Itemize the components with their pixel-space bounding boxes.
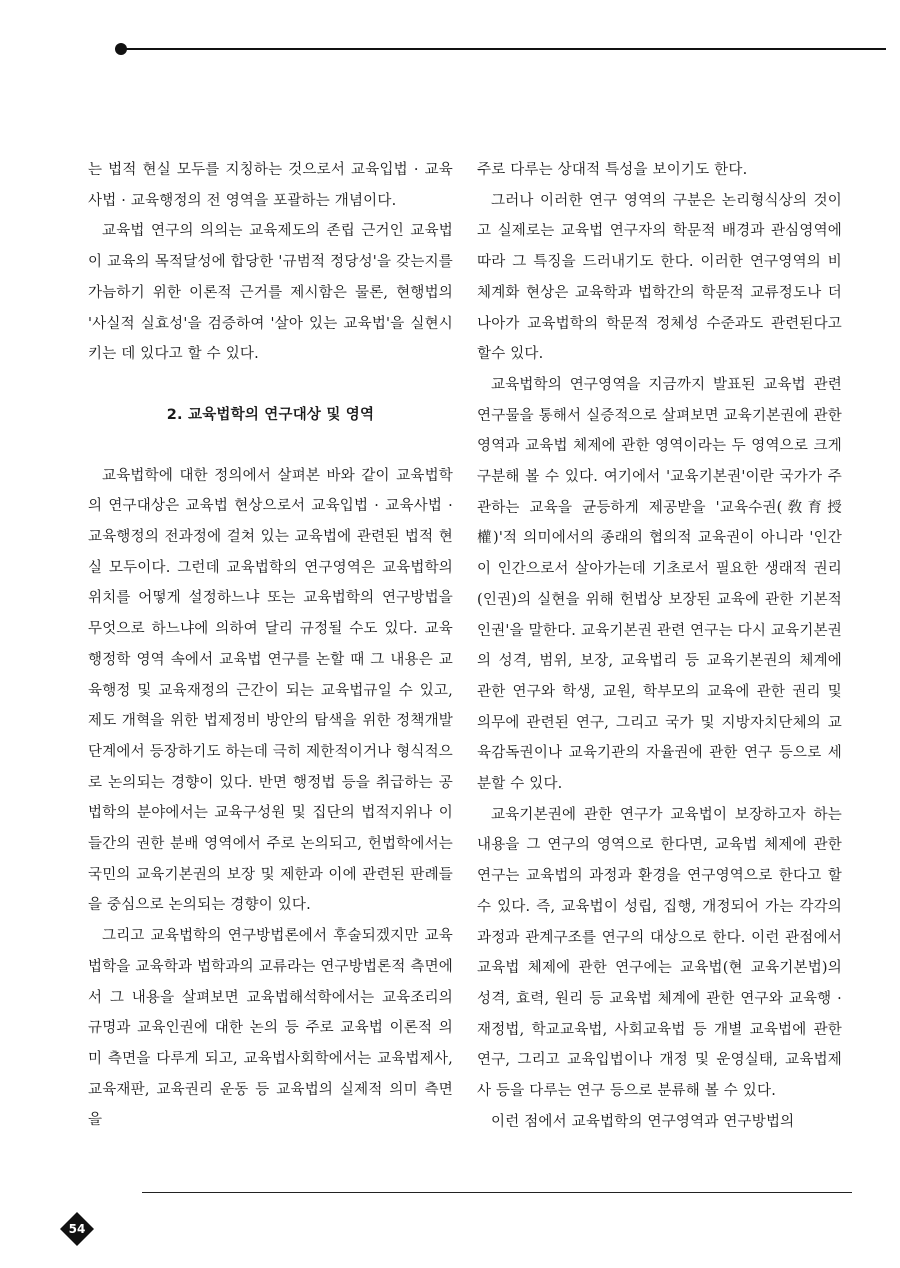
- paragraph: 그러나 이러한 연구 영역의 구분은 논리형식상의 것이고 실제로는 교육법 연구자의 학문적 배경과 관심영역에 따라 그 특징을 드러내기도 한다. 이러한 연구영역의 비체계화 현상은 교육학과 법학간의 학문적 교류정도나 더 나아가 교육법학의 학문적 정체성 수준과도 관련된다고 할수 있다.: [477, 192, 842, 363]
- footer-rule: [142, 1192, 852, 1193]
- header-rule: [121, 48, 886, 50]
- section-heading: 2. 교육법학의 연구대상 및 영역: [166, 406, 375, 423]
- paragraph: 이런 점에서 교육법학의 연구영역과 연구방법의: [491, 1113, 795, 1130]
- paragraph: 교육법학에 대한 정의에서 살펴본 바와 같이 교육법학의 연구대상은 교육법 현상으로서 교육입법 · 교육사법 · 교육행정의 전과정에 걸쳐 있는 교육법에 관련된 법적 현실 모두이다. 그런데 교육법학의 연구영역은 교육법학의 위치를 어떻게 설정하느냐 또는 교육법학의 연구방법을 무엇으로 하느냐에 의하여 달리 규정될 수도 있다. 교육행정학 영역 속에서 교육법 연구를 논할 때 그 내용은 교육행정 및 교육재정의 근간이 되는 교육법규일 수 있고, 제도 개혁을 위한 법제정비 방안의 탐색을 위한 정책개발 단계에서 등장하기도 하는데 극히 제한적이거나 형식적으로 논의되는 경향이 있다. 반면 행정법 등을 취급하는 공법학의 분야에서는 교육구성원 및 집단의 법적지위나 이들간의 권한 분배 영역에서 주로 논의되고, 헌법학에서는 국민의 교육기본권의 보장 및 제한과 이에 관련된 판례들을 중심으로 논의되는 경향이 있다.: [88, 467, 454, 914]
- paragraph: 주로 다루는 상대적 특성을 보이기도 한다.: [477, 162, 748, 178]
- left-column: [88, 155, 453, 1136]
- paragraph: 교육법 연구의 의의는 교육제도의 존립 근거인 교육법이 교육의 목적달성에 합당한 '규범적 정당성'을 갖는지를 가늠하기 위한 이론적 근거를 제시함은 물론, 현행법의 '사실적 실효성'을 검증하여 '살아 있는 교육법'을 실현시키는 데 있다고 할 수 있다.: [88, 223, 453, 363]
- paragraph: 는 법적 현실 모두를 지칭하는 것으로서 교육입법 · 교육사법 · 교육행정의 전 영역을 포괄하는 개념이다.: [88, 162, 453, 209]
- paragraph: 그리고 교육법학의 연구방법론에서 후술되겠지만 교육법학을 교육학과 법학과의 교류라는 연구방법론적 측면에서 그 내용을 살펴보면 교육법해석학에서는 교육조리의 규명과 교육인권에 대한 논의 등 주로 교육법 이론적 의미 측면을 다루게 되고, 교육법사회학에서는 교육법제사, 교육재판, 교육권리 운동 등 교육법의 실제적 의미 측면을: [88, 928, 454, 1129]
- right-column: [477, 155, 842, 1138]
- page-number: 54: [68, 1222, 86, 1236]
- paragraph: 교육법학의 연구영역을 지금까지 발표된 교육법 관련 연구물을 통해서 실증적으로 살펴보면 교육기본권에 관한 영역과 교육법 체제에 관한 영역이라는 두 영역으로 크게 구분해 볼 수 있다. 여기에서 '교육기본권'이란 국가가 주관하는 교육을 균등하게 제공받을 '교육수권(敎育授權)'적 의미에서의 종래의 협의적 교육권이 아니라 '인간이 인간으로서 살아가는데 기초로서 필요한 생래적 권리(인권)의 실현을 위해 헌법상 보장된 교육에 관한 기본적 인권'을 말한다. 교육기본권 관련 연구는 다시 교육기본권의 성격, 범위, 보장, 교육법리 등 교육기본권의 체계에 관한 연구와 학생, 교원, 학부모의 교육에 관한 권리 및 의무에 관련된 연구, 그리고 국가 및 지방자치단체의 교육감독권이나 교육기관의 자율권에 관한 연구 등으로 세분할 수 있다.: [477, 376, 843, 793]
- page-number-badge: [60, 1212, 94, 1246]
- paragraph: 교육기본권에 관한 연구가 교육법이 보장하고자 하는 내용을 그 연구의 영역으로 한다면, 교육법 체제에 관한 연구는 교육법의 과정과 환경을 연구영역으로 한다고 할 수 있다. 즉, 교육법이 성립, 집행, 개정되어 가는 각각의 과정과 관계구조를 연구의 대상으로 한다. 이런 관점에서 교육법 체제에 관한 연구에는 교육법(현 교육기본법)의 성격, 효력, 원리 등 교육법 체계에 관한 연구와 교육행 · 재정법, 학교교육법, 사회교육법 등 개별 교육법에 관한 연구, 그리고 교육입법이나 개정 및 운영실태, 교육법제사 등을 다루는 연구 등으로 분류해 볼 수 있다.: [477, 806, 842, 1100]
